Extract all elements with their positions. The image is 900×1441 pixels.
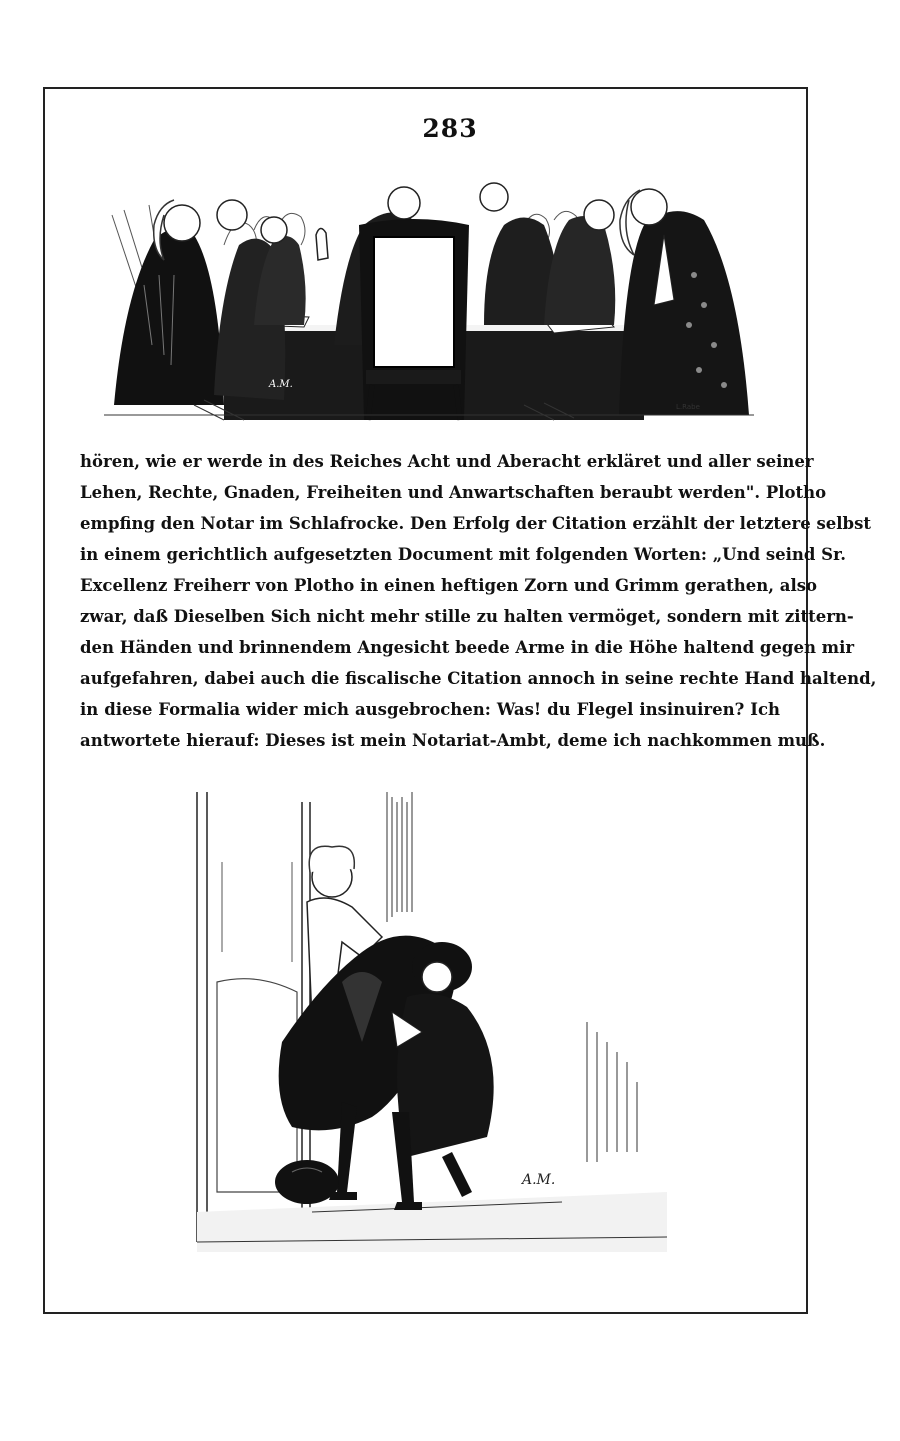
text-line: den Händen und brinnendem Angesicht beede Arme in die Höhe haltend gegen mir: [80, 638, 855, 657]
council-scene-illustration: [104, 175, 754, 420]
top-illustration-signature-left: A.M.: [269, 379, 293, 390]
text-line: antwortete hierauf: Dieses ist mein Notariat-Ambt, deme ich nachkommen muß.: [80, 731, 826, 750]
text-line: aufgefahren, dabei auch die fiscalische Citation annoch in seine rechte Hand haltend,: [80, 669, 877, 688]
bottom-illustration-signature: A.M.: [522, 1172, 556, 1188]
text-line: hören, wie er werde in des Reiches Acht und Aberacht erkläret und aller seiner: [80, 452, 814, 471]
text-line: in einem gerichtlich aufgesetzten Document mit folgenden Worten: „Und seind Sr.: [80, 545, 847, 564]
text-line: in diese Formalia wider mich ausgebrochen: Was! du Flegel insinuiren? Ich: [80, 700, 780, 719]
top-illustration-signature-right: L.Rabe: [676, 403, 700, 411]
text-line: Excellenz Freiherr von Plotho in einen heftigen Zorn und Grimm gerathen, also: [80, 576, 818, 595]
text-line: empfing den Notar im Schlafrocke. Den Erfolg der Citation erzählt der letztere selbst: [80, 514, 871, 533]
text-line: zwar, daß Dieselben Sich nicht mehr stille zu halten vermöget, sondern mit zittern-: [80, 607, 854, 626]
doorway-confrontation-illustration: [192, 782, 667, 1252]
body-text: [80, 446, 877, 756]
page-number: 283: [422, 114, 478, 143]
text-line: Lehen, Rechte, Gnaden, Freiheiten und Anwartschaften beraubt werden". Plotho: [80, 483, 827, 502]
